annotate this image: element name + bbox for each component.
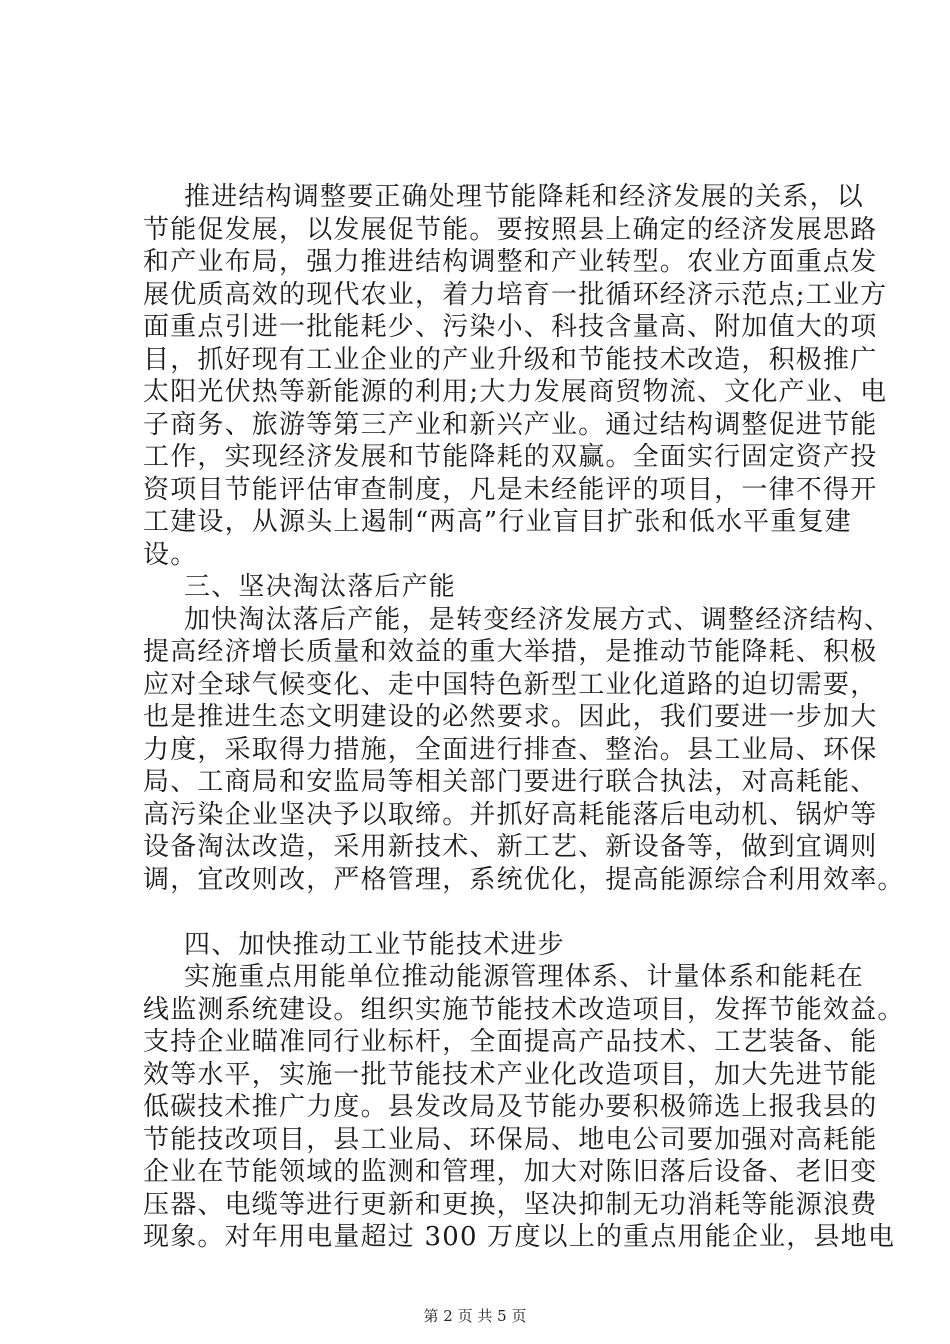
- paragraph-line: 压器、电缆等进行更新和更换，坚决抑制无功消耗等能源浪费: [143, 1189, 878, 1220]
- paragraph-line: 支持企业瞄准同行业标杆，全面提高产品技术、工艺装备、能: [143, 1027, 878, 1057]
- paragraph-line: 力度，采取得力措施，全面进行排查、整治。县工业局、环保: [143, 734, 878, 765]
- paragraph-line: 目，抓好现有工业企业的产业升级和节能技术改造，积极推广: [143, 344, 878, 375]
- page-footer: 第 2 页 共 5 页: [423, 1307, 527, 1325]
- paragraph-line: 工作，实现经济发展和节能降耗的双赢。全面实行固定资产投: [143, 442, 878, 472]
- heading-text: 四、加快推动工业节能技术进步: [184, 929, 565, 960]
- paragraph-line: 节能促发展，以发展促节能。要按照县上确定的经济发展思路: [143, 214, 878, 245]
- paragraph: [143, 604, 905, 897]
- paragraph-line: 实施重点用能单位推动能源管理体系、计量体系和能耗在: [184, 962, 865, 992]
- paragraph-line: 应对全球气候变化、走中国特色新型工业化道路的迫切需要，: [143, 669, 878, 700]
- heading-text: 三、坚决淘汰落后产能: [184, 572, 457, 602]
- document-body: [143, 181, 905, 1254]
- paragraph-line: 局、工商局和安监局等相关部门要进行联合执法，对高耗能、: [143, 767, 878, 797]
- blank-line: [143, 896, 843, 929]
- paragraph-line: 调，宜改则改，严格管理，系统优化，提高能源综合利用效率。: [143, 864, 905, 895]
- paragraph: [143, 961, 905, 1254]
- paragraph-line: 推进结构调整要正确处理节能降耗和经济发展的关系，以: [184, 182, 865, 212]
- paragraph-line: 也是推进生态文明建设的必然要求。因此，我们要进一步加大: [143, 702, 878, 732]
- paragraph-line: 加快淘汰落后产能，是转变经济发展方式、调整经济结构、: [184, 604, 892, 635]
- paragraph-line: 低碳技术推广力度。县发改局及节能办要积极筛选上报我县的: [143, 1092, 878, 1122]
- paragraph-line: 和产业布局，强力推进结构调整和产业转型。农业方面重点发: [143, 247, 878, 277]
- paragraph-line: 子商务、旅游等第三产业和新兴产业。通过结构调整促进节能: [143, 409, 878, 440]
- paragraph-line: 线监测系统建设。组织实施节能技术改造项目，发挥节能效益。: [143, 994, 905, 1025]
- section-heading: [143, 929, 843, 962]
- paragraph-line: 企业在节能领域的监测和管理，加大对陈旧落后设备、老旧变: [143, 1157, 878, 1187]
- paragraph-line: 提高经济增长质量和效益的重大举措，是推动节能降耗、积极: [143, 637, 878, 667]
- paragraph-line: 面重点引进一批能耗少、污染小、科技含量高、附加值大的项: [143, 312, 878, 342]
- paragraph-line: 节能技改项目，县工业局、环保局、地电公司要加强对高耗能: [143, 1124, 878, 1155]
- paragraph-line: 太阳光伏热等新能源的利用;大力发展商贸物流、文化产业、电: [143, 377, 888, 407]
- paragraph: [143, 181, 888, 571]
- paragraph-line: 效等水平，实施一批节能技术产业化改造项目，加大先进节能: [143, 1059, 878, 1090]
- paragraph-line: 工建设，从源头上遏制“两高”行业盲目扩张和低水平重复建: [143, 507, 852, 537]
- section-heading: [143, 571, 843, 604]
- paragraph-line: 资项目节能评估审查制度，凡是未经能评的项目，一律不得开: [143, 474, 878, 505]
- paragraph-line: 展优质高效的现代农业，着力培育一批循环经济示范点;工业方: [143, 279, 888, 310]
- paragraph-line: 现象。对年用电量超过 300 万度以上的重点用能企业，县地电: [143, 1222, 896, 1252]
- paragraph-line: 设备淘汰改造，采用新技术、新工艺、新设备等，做到宜调则: [143, 832, 878, 862]
- paragraph-line: 设。: [143, 539, 198, 570]
- paragraph-line: 高污染企业坚决予以取缔。并抓好高耗能落后电动机、锅炉等: [143, 799, 878, 830]
